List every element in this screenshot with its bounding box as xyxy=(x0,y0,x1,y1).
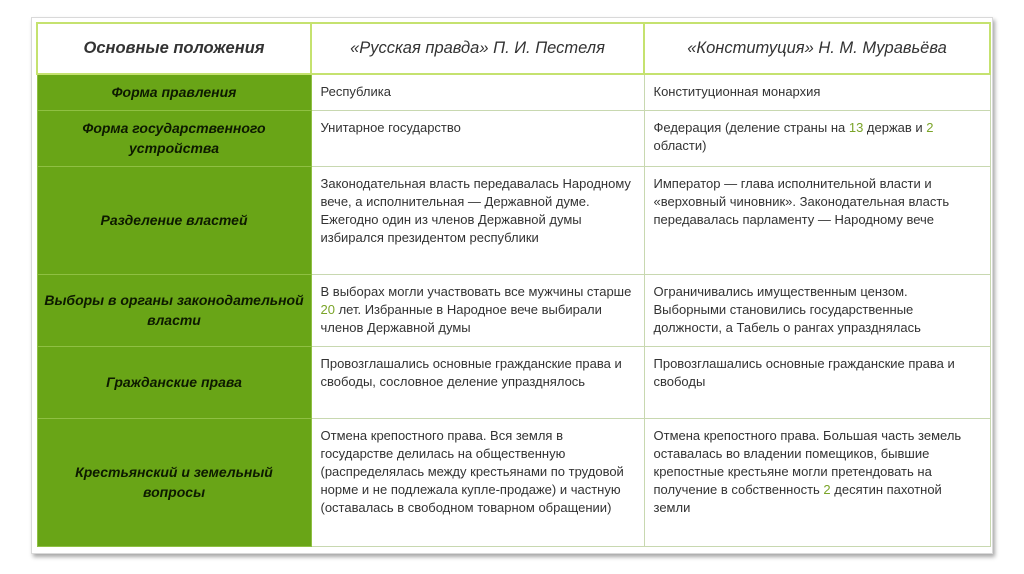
muravyov-cell: Провозглашались основные гражданские права и свободы xyxy=(644,346,990,418)
pestel-cell: Провозглашались основные гражданские права и свободы, сословное деление упразднялось xyxy=(311,346,644,418)
number-value: 13 xyxy=(848,119,864,135)
table-row xyxy=(37,166,990,274)
table-row xyxy=(37,418,990,546)
table-row xyxy=(37,346,990,418)
muravyov-cell: Император — глава исполнительной власти и «верховный чиновник». Законодательная власть передавалась парламенту — Народному вече xyxy=(644,166,990,274)
pestel-cell: Республика xyxy=(311,74,644,110)
header-muravyov: «Конституция» Н. М. Муравьёва xyxy=(644,23,990,74)
comparison-table-frame xyxy=(31,17,993,554)
row-label: Форма государственного устройства xyxy=(37,110,311,166)
pestel-cell: Унитарное государство xyxy=(311,110,644,166)
muravyov-cell: Ограничивались имущественным цензом. Выборными становились государственные должности, а Табель о рангах упразднялась xyxy=(644,274,990,346)
number-value: 20 xyxy=(320,301,335,317)
row-label: Крестьянский и земельный вопросы xyxy=(37,418,311,546)
pestel-cell: В выборах могли участвовать все мужчины старше 20 лет. Избранные в Народное вече выбирали членов Державной думы xyxy=(311,274,644,346)
row-label: Гражданские права xyxy=(37,346,311,418)
pestel-cell: Законодательная власть передавалась Народному вече, а исполнительная — Державной думе. Ежегодно один из членов Державной думы избирался президентом республики xyxy=(311,166,644,274)
muravyov-cell: Федерация (деление страны на 13 держав и 2 области) xyxy=(644,110,990,166)
muravyov-cell: Отмена крепостного права. Большая часть земель оставалась во владении помещиков, бывшие крепостные крестьяне могли претендовать на получение в собственность 2 десятин пахотной земли xyxy=(644,418,990,546)
table-row xyxy=(37,110,990,166)
pestel-cell: Отмена крепостного права. Вся земля в государстве делилась на общественную (распределялась между крестьянами по трудовой норме и не подлежала купле-продаже) и частную (оставалась в свободном товарном обращении) xyxy=(311,418,644,546)
header-main-provisions: Основные положения xyxy=(37,23,311,74)
number-value: 2 xyxy=(926,119,934,135)
row-label: Выборы в органы законодательной власти xyxy=(37,274,311,346)
muravyov-cell: Конституционная монархия xyxy=(644,74,990,110)
table-header-row xyxy=(37,23,990,74)
comparison-table xyxy=(36,22,991,547)
table-row xyxy=(37,274,990,346)
row-label: Разделение властей xyxy=(37,166,311,274)
number-value: 2 xyxy=(823,481,831,497)
header-pestel: «Русская правда» П. И. Пестеля xyxy=(311,23,644,74)
table-row xyxy=(37,74,990,110)
row-label: Форма правления xyxy=(37,74,311,110)
